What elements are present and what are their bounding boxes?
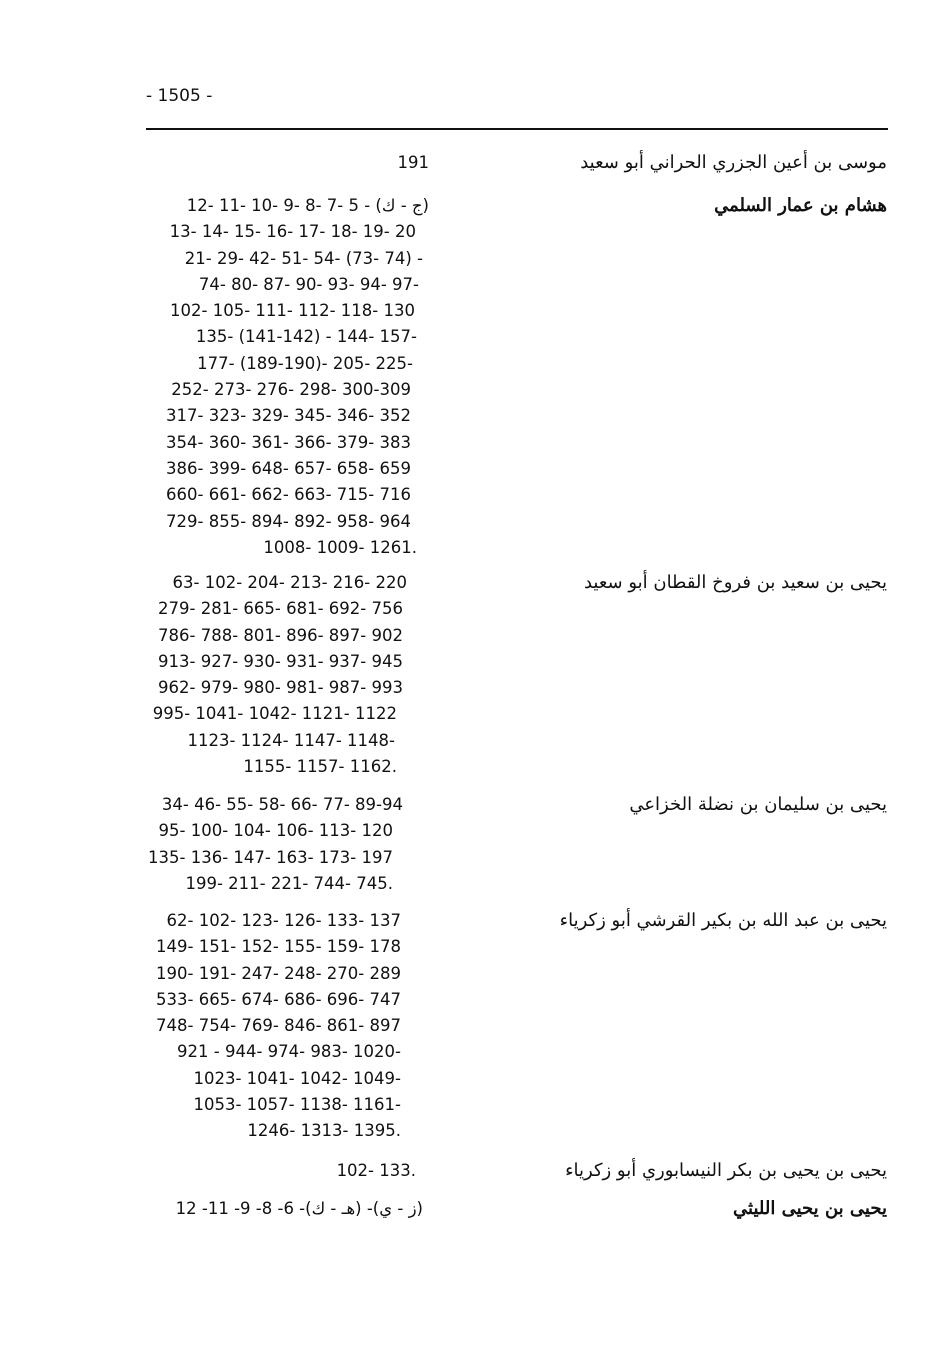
reference-line: 317- 323- 329- 345- 346- 352 — [166, 406, 411, 426]
reference-line: 660- 661- 662- 663- 715- 716 — [166, 485, 411, 505]
entry-references — [148, 792, 403, 897]
reference-line: 354- 360- 361- 366- 379- 383 — [166, 432, 411, 452]
reference-line: 995- 1041- 1042- 1121- 1122 — [152, 704, 397, 724]
reference-line: 1123- 1124- 1147- 1148- — [187, 730, 395, 750]
reference-line: 962- 979- 980- 981- 987- 993 — [158, 678, 403, 698]
entry-references — [176, 1196, 423, 1222]
reference-line: 135- (141-142) - 144- 157- — [195, 327, 417, 347]
entry-name: يحيى بن سعيد بن فروخ القطان أبو سعيد — [583, 572, 887, 593]
reference-line: 748- 754- 769- 846- 861- 897 — [156, 1016, 401, 1036]
entry-name: هشام بن عمار السلمي — [714, 195, 887, 216]
reference-line: 1246- 1313- 1395. — [247, 1121, 401, 1141]
header-rule — [146, 128, 888, 130]
entry-name: يحيى بن سليمان بن نضلة الخزاعي — [629, 794, 887, 815]
reference-line: 1008- 1009- 1261. — [263, 537, 417, 557]
reference-line: 1023- 1041- 1042- 1049- — [193, 1068, 401, 1088]
reference-line: 533- 665- 674- 686- 696- 747 — [156, 989, 401, 1009]
reference-line: 199- 211- 221- 744- 745. — [185, 873, 393, 893]
entry-references — [153, 570, 407, 780]
reference-line: 21- 29- 42- 51- 54- (73- 74) - — [184, 248, 423, 268]
reference-line: 386- 399- 648- 657- 658- 659 — [166, 458, 411, 478]
entry-name: يحيى بن عبد الله بن بكير القرشي أبو زكرياء — [559, 910, 887, 931]
reference-line: 913- 927- 930- 931- 937- 945 — [158, 651, 403, 671]
reference-line: 1155- 1157- 1162. — [243, 757, 397, 777]
reference-line: 177- (189-190)- 205- 225- — [197, 353, 413, 373]
reference-line: 135- 136- 147- 163- 173- 197 — [148, 847, 393, 867]
reference-line: 786- 788- 801- 896- 897- 902 — [158, 625, 403, 645]
reference-line: 729- 855- 894- 892- 958- 964 — [166, 511, 411, 531]
reference-line: (ز - ي)- (هـ - ك)- 6- 8- 9- 11- 12 — [175, 1199, 423, 1218]
entry-name: موسى بن أعين الجزري الحراني أبو سعيد — [580, 152, 887, 173]
entry-name: يحيى بن يحيى بن بكر النيسابوري أبو زكرياء — [565, 1160, 887, 1181]
reference-line: 62- 102- 123- 126- 133- 137 — [166, 911, 401, 930]
page-number: - 1505 - — [146, 86, 213, 106]
reference-line: 921 - 944- 974- 983- 1020- — [177, 1042, 401, 1062]
entry-references — [337, 1158, 416, 1184]
reference-line: 34- 46- 55- 58- 66- 77- 89-94 — [161, 795, 403, 814]
entry-name: يحيى بن يحيى الليثي — [733, 1198, 887, 1219]
entry-references — [156, 908, 401, 1145]
reference-line: 191 — [397, 153, 429, 172]
entry-references — [398, 150, 430, 176]
reference-line: 279- 281- 665- 681- 692- 756 — [158, 599, 403, 619]
reference-line: 13- 14- 15- 16- 17- 18- 19- 20 — [169, 222, 416, 242]
reference-line: 252- 273- 276- 298- 300-309 — [171, 380, 411, 400]
entry-references — [166, 193, 429, 561]
reference-line: 149- 151- 152- 155- 159- 178 — [156, 937, 401, 957]
reference-line: 102- 133. — [336, 1161, 416, 1180]
reference-line: 74- 80- 87- 90- 93- 94- 97- — [198, 274, 419, 294]
reference-line: (ج - ك) - 5 -7 -8 -9 -10 -11 -12 — [186, 196, 429, 215]
reference-line: 190- 191- 247- 248- 270- 289 — [156, 963, 401, 983]
reference-line: 102- 105- 111- 112- 118- 130 — [170, 301, 415, 321]
reference-line: 63- 102- 204- 213- 216- 220 — [172, 573, 407, 592]
reference-line: 1053- 1057- 1138- 1161- — [193, 1095, 401, 1115]
reference-line: 95- 100- 104- 106- 113- 120 — [158, 821, 393, 841]
